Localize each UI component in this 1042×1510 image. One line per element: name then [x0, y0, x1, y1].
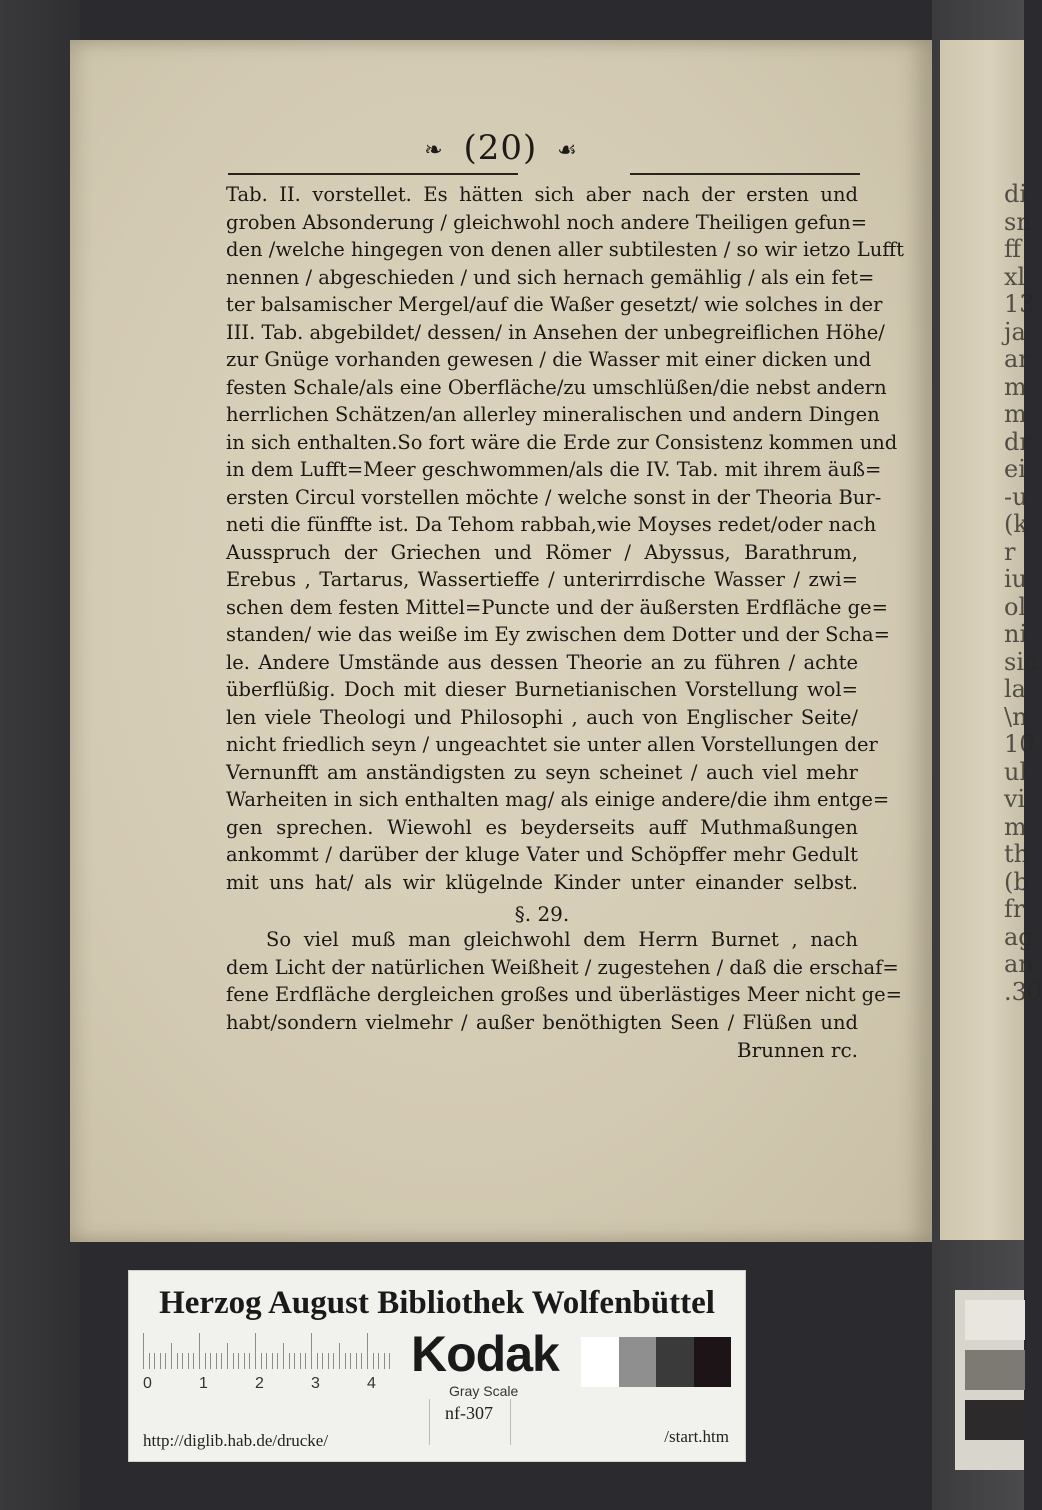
- adjacent-page-fragment: ar: [1004, 345, 1030, 373]
- adjacent-page-fragment: m: [1004, 400, 1027, 428]
- adjacent-page-fragment: dr: [1004, 427, 1031, 456]
- ruler-number: 0: [143, 1375, 152, 1392]
- ruler-tick: [255, 1333, 256, 1369]
- gray-patch: [581, 1337, 619, 1387]
- adjacent-page-fragment: (k: [1004, 510, 1028, 538]
- adjacent-page-fragment: -u: [1004, 482, 1028, 511]
- ruler-tick: [289, 1353, 290, 1369]
- adjacent-page-fragment: sic: [1004, 647, 1038, 676]
- adjacent-page-fragment: 13: [1004, 290, 1035, 318]
- adjacent-page-fragment: xl: [1004, 262, 1026, 291]
- adjacent-page-fragment: m: [1004, 372, 1027, 401]
- ruler-number: 3: [311, 1375, 320, 1392]
- ruler-tick: [367, 1333, 368, 1369]
- section-number: §. 29.: [514, 902, 570, 926]
- adjacent-page-fragment: (b: [1004, 867, 1029, 896]
- adjacent-page-fragment: 10: [1004, 730, 1035, 758]
- ruler-tick: [356, 1353, 357, 1369]
- shelfmark: nf-307: [445, 1403, 493, 1423]
- adjacent-page-fragment: r: [1004, 537, 1016, 566]
- ruler-numbers: [143, 1375, 393, 1395]
- header-rule-left: [228, 173, 518, 175]
- kodak-logo: Kodak: [411, 1326, 559, 1382]
- ruler-tick: [350, 1353, 351, 1369]
- ruler-tick: [205, 1353, 206, 1369]
- ruler-tick: [305, 1353, 306, 1369]
- text-line: le. Andere Umstände aus dessen Theorie an zu führen / achte: [226, 650, 858, 674]
- ruler-tick: [165, 1353, 166, 1369]
- adjacent-color-target: [955, 1290, 1024, 1470]
- ruler-tick: [149, 1353, 150, 1369]
- text-line: überflüßig. Doch mit dieser Burnetianischen Vorstellung wol=: [226, 678, 858, 701]
- text-line: ter balsamischer Mergel/auf die Waßer gesetzt/ wie solches in der: [226, 293, 883, 316]
- adjacent-page-fragment: an: [1004, 950, 1034, 978]
- ruler-tick: [339, 1343, 340, 1369]
- ruler-tick: [389, 1353, 390, 1369]
- adjacent-page-fragment: ja: [1004, 317, 1026, 346]
- gray-patch: [694, 1337, 732, 1387]
- ruler-number: 1: [199, 1375, 208, 1392]
- text-line: Ausspruch der Griechen und Römer / Abyssus, Barathrum,: [226, 540, 858, 564]
- text-line: in sich enthalten.So fort wäre die Erde zur Consistenz kommen und: [226, 430, 898, 454]
- header-rule-right: [630, 173, 860, 175]
- text-line: Tab. II. vorstellet. Es hätten sich aber nach der ersten und: [226, 183, 858, 206]
- ruler-tick: [216, 1353, 217, 1369]
- text-line: festen Schale/als eine Oberfläche/zu umschlüßen/die nebst andern: [226, 375, 887, 399]
- adjacent-page-fragment: ni: [1004, 620, 1028, 648]
- adjacent-page-fragment: ei: [1004, 455, 1026, 483]
- ruler-tick: [294, 1353, 295, 1369]
- text-line: fene Erdfläche dergleichen großes und überlästiges Meer nicht ge=: [226, 983, 902, 1006]
- ruler-tick: [317, 1353, 318, 1369]
- adjacent-page-fragment: th: [1004, 840, 1030, 868]
- adjacent-page-fragment: la: [1004, 675, 1026, 703]
- ruler-tick: [227, 1343, 228, 1369]
- ruler-tick: [266, 1353, 267, 1369]
- adjacent-page-fragment: ff: [1004, 235, 1022, 263]
- adjacent-page-fragment: .30: [1004, 977, 1042, 1006]
- adjacent-page-fragment: \n: [1004, 702, 1028, 731]
- ruler-tick: [154, 1353, 155, 1369]
- text-line: zur Gnüge vorhanden gewesen / die Wasser mit einer dicken und: [226, 348, 872, 371]
- ruler-tick: [238, 1353, 239, 1369]
- ruler-tick: [221, 1353, 222, 1369]
- target-swatch: [965, 1300, 1025, 1340]
- ruler-tick: [193, 1353, 194, 1369]
- ruler-tick: [199, 1333, 200, 1369]
- gray-patches: [581, 1337, 731, 1387]
- book-page: [70, 40, 932, 1242]
- text-line: in dem Lufft=Meer geschwommen/als die IV. Tab. mit ihrem äuß=: [226, 458, 882, 481]
- catchword: Brunnen rc.: [736, 1038, 858, 1062]
- ruler-tick: [272, 1353, 273, 1369]
- ruler-tick: [333, 1353, 334, 1369]
- adjacent-page-fragment: ol: [1004, 592, 1027, 621]
- gray-patch: [619, 1337, 657, 1387]
- adjacent-page-fragment: ul: [1004, 757, 1028, 786]
- text-line: neti die fünffte ist. Da Tehom rabbah,wie Moyses redet/oder nach: [226, 513, 877, 536]
- text-line: gen sprechen. Wiewohl es beyderseits auff Muthmaßungen: [226, 815, 858, 839]
- ruler-tick: [311, 1333, 312, 1369]
- ruler-tick: [261, 1353, 262, 1369]
- adjacent-page-fragment: sn: [1004, 207, 1032, 236]
- page-number: (20): [463, 128, 538, 168]
- text-line: groben Absonderung / gleichwohl noch andere Theiligen gefun=: [226, 210, 868, 234]
- text-line: ersten Circul vorstellen möchte / welche sonst in der Theoria Bur-: [226, 485, 882, 509]
- ruler-tick: [210, 1353, 211, 1369]
- ruler-tick: [143, 1333, 144, 1369]
- ruler-tick: [188, 1353, 189, 1369]
- text-line: habt/sondern vielmehr / außer benöthigten Seen / Flüßen und: [226, 1010, 858, 1034]
- ruler-tick: [283, 1343, 284, 1369]
- text-line: Erebus , Tartarus, Wassertieffe / unterirrdische Wasser / zwi=: [226, 568, 858, 591]
- ruler-tick: [160, 1353, 161, 1369]
- ruler-tick: [378, 1353, 379, 1369]
- ruler-tick: [300, 1353, 301, 1369]
- ruler-tick: [244, 1353, 245, 1369]
- text-line: mit uns hat/ als wir klügelnde Kinder unter einander selbst.: [226, 870, 858, 894]
- page-header: [70, 128, 932, 168]
- text-line: nicht friedlich seyn / ungeachtet sie unter allen Vorstellungen der: [226, 733, 878, 756]
- text-line: dem Licht der natürlichen Weißheit / zugestehen / daß die erschaf=: [226, 955, 899, 979]
- adjacent-page-fragment: m: [1004, 812, 1027, 841]
- adjacent-page-fragment: iu: [1004, 565, 1028, 593]
- ruler-tick: [322, 1353, 323, 1369]
- gray-scale-caption: Gray Scale: [449, 1383, 519, 1399]
- text-line: III. Tab. abgebildet/ dessen/ in Ansehen der unbegreiflichen Höhe/: [226, 320, 885, 344]
- scale-ruler: [143, 1333, 393, 1369]
- text-line: Vernunfft am anständigsten zu seyn scheinet / auch viel mehr: [226, 760, 858, 784]
- url-right: /start.htm: [664, 1427, 729, 1446]
- adjacent-page-fragment: fr: [1004, 895, 1025, 923]
- target-swatch: [965, 1400, 1025, 1440]
- text-line: standen/ wie das weiße im Ey zwischen dem Dotter und der Scha=: [226, 623, 890, 646]
- text-line: Warheiten in sich enthalten mag/ als einige andere/die ihm entge=: [226, 788, 890, 811]
- text-line: len viele Theologi und Philosophi , auch von Englischer Seite/: [226, 705, 858, 729]
- ruler-tick: [249, 1353, 250, 1369]
- adjacent-page-fragment: di: [1004, 180, 1028, 208]
- text-line: nennen / abgeschieden / und sich hernach gemählig / als ein fet=: [226, 265, 875, 289]
- ornament-left-icon: ❧: [424, 137, 444, 163]
- ruler-tick: [177, 1353, 178, 1369]
- adjacent-page-edge: [940, 40, 1042, 1240]
- gray-patch: [656, 1337, 694, 1387]
- ruler-tick: [233, 1353, 234, 1369]
- scanner-background-left: [0, 0, 80, 1510]
- text-line: So viel muß man gleichwohl dem Herrn Burnet , nach: [266, 928, 858, 951]
- ruler-tick: [328, 1353, 329, 1369]
- ruler-tick: [277, 1353, 278, 1369]
- ruler-tick: [373, 1353, 374, 1369]
- text-line: ankommt / darüber der kluge Vater und Schöpffer mehr Gedult: [226, 843, 858, 866]
- text-line: den /welche hingegen von denen aller subtilesten / so wir ietzo Lufft: [226, 238, 904, 261]
- ruler-number: 2: [255, 1375, 264, 1392]
- text-line: herrlichen Schätzen/an allerley mineralischen und andern Dingen: [226, 403, 880, 426]
- ruler-tick: [171, 1343, 172, 1369]
- ruler-number: 4: [367, 1375, 376, 1392]
- ruler-tick: [361, 1353, 362, 1369]
- adjacent-page-fragment: vi: [1004, 785, 1026, 813]
- library-name: Herzog August Bibliothek Wolfenbüttel: [159, 1285, 715, 1321]
- adjacent-page-fragment: ag: [1004, 922, 1034, 951]
- text-line: schen dem festen Mittel=Puncte und der äußersten Erdfläche ge=: [226, 595, 888, 619]
- ruler-tick: [345, 1353, 346, 1369]
- target-swatch: [965, 1350, 1025, 1390]
- library-scan-label: [128, 1270, 746, 1462]
- ruler-tick: [384, 1353, 385, 1369]
- url-left: http://diglib.hab.de/drucke/: [143, 1431, 329, 1450]
- ornament-right-icon: ☙: [557, 137, 578, 163]
- ruler-tick: [182, 1353, 183, 1369]
